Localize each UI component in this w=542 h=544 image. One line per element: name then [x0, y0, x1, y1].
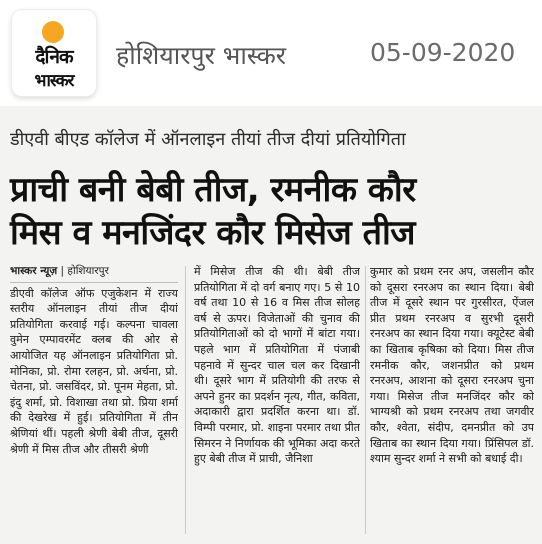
byline: भास्कर न्यूज़ | होशियारपुर	[10, 264, 178, 283]
clipping-header	[0, 0, 542, 106]
article-column-2	[194, 264, 360, 539]
column-1-text: डीएवी कॉलेज ऑफ एजुकेशन में राज्य स्तरीय ऑनलाइन तीयां तीज दीयां प्रतियोगिता करवाई गई। कल्पना चावला वुमेन एम्पावरमेंट क्लब की ओर से आयोजित यह ऑनलाइन प्रतियोगिता प्रो. मोनिका, प्रो. रोमा रलहन, प्रो. अर्चना, प्रो. चेतना, प्रो. जसविंदर, प्रो. पूनम मेहता, प्रो. इंदु शर्मा, प्रो. विशाखा तथा प्रो. प्रिया शर्मा की देखरेख में हुई। प्रतियोगिता में तीन श्रेणियां थीं। पहली श्रेणी बेबी तीज, दूसरी श्रेणी में मिस तीज और तीसरी श्रेणी	[10, 286, 178, 456]
article-kicker: डीएवी बीएड कॉलेज में ऑनलाइन तीयां तीज दीयां प्रतियोगिता	[10, 129, 406, 150]
column-3-text: कुमार को प्रथम रनर अप, जसलीन कौर को दूसरा रनरअप का स्थान दिया। बेबी तीज में दूसरे स्थान पर गुरसीरत, ऐंजल प्रीत प्रथम रनरअप व सुरभी दूसरी रनरअप का स्थान दिया गया। क्यूटेस्ट बेबी का खिताब कृषिका को दिया। मिस तीज रमनीक कौर, जशनप्रीत को प्रथम रनरअप, आशना को दूसरा रनरअप चुना गया। मिसेज तीज मनजिंदर कौर को भाग्यश्री को प्रथम रनरअप तथा जगवीर कौर, श्वेता, संदीप, दमनप्रीत को उप खिताब का स्थान दिया गया। प्रिंसिपल डॉ. श्याम सुन्दर शर्मा ने सभी को बधाई दी।	[370, 265, 534, 466]
article-column-1	[10, 264, 178, 539]
byline-place: होशियारपुर	[67, 265, 109, 277]
article-column-3	[370, 264, 534, 539]
headline-line-1: प्राची बनी बेबी तीज, रमनीक कौर	[10, 170, 416, 210]
headline-line-2: मिस व मनजिंदर कौर मिसेज तीज	[10, 213, 415, 253]
column-2-text: में मिसेज तीज की थी। बेबी तीज प्रतियोगिता में दो वर्ग बनाए गए। 5 से 10 वर्ष तथा 10 से 16 व मिस तीज सोलह वर्ष से ऊपर। विजेताओं की चुनाव की प्रतियोगिताओं को दो भागों में बांटा गया। पहले भाग में प्रतियोगिता में पंजाबी पहनावे में सुन्दर चाल चल कर दिखानी थी। दूसरे भाग में प्रतियोगी की तरफ से अपने हुनर का प्रदर्शन नृत्य, गीत, कविता, अदाकारी द्वारा प्रदर्शित करना था। डॉ. विम्पी परमार, प्रो. शाइना परमार तथा प्रीत सिमरन ने निर्णायक की भूमिका अदा करते हुए बेबी तीज में प्राची, जैनिशा	[194, 265, 360, 466]
publication-date: 05-09-2020	[370, 38, 516, 67]
logo-line-1: दैनिक	[35, 46, 73, 68]
column-divider	[185, 266, 186, 534]
byline-source: भास्कर न्यूज़	[10, 265, 58, 277]
logo-line-2: भास्कर	[34, 71, 74, 91]
sun-icon	[42, 21, 64, 43]
column-divider	[365, 266, 366, 534]
dainik-bhaskar-logo	[12, 10, 96, 96]
edition-name: होशियारपुर भास्कर	[116, 41, 286, 70]
